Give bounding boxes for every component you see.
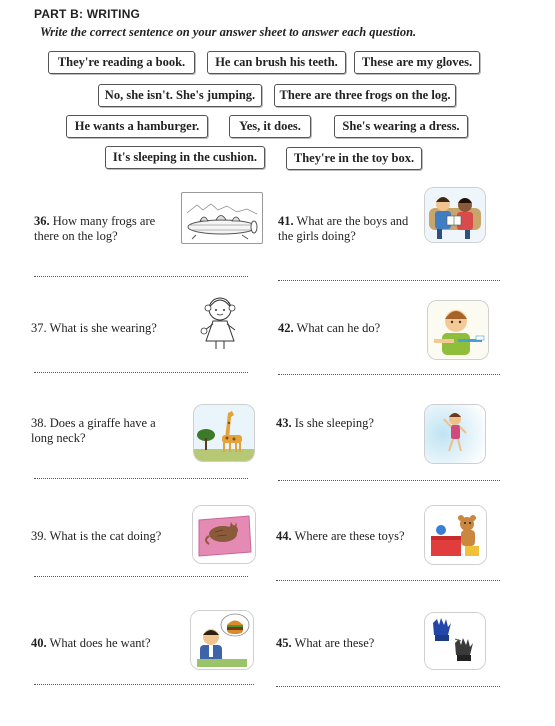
toys-in-box-icon (424, 505, 487, 565)
answer-line (278, 280, 500, 281)
answer-line (34, 276, 248, 277)
question-45 (276, 636, 416, 651)
question-42 (278, 321, 418, 336)
answer-option-box: She's wearing a dress. (334, 115, 468, 138)
answer-option-box: There are three frogs on the log. (274, 84, 456, 107)
question-40 (31, 636, 181, 651)
girl-in-dress-icon (195, 294, 245, 352)
question-37 (31, 321, 181, 336)
answer-option-box: Yes, it does. (229, 115, 311, 138)
answer-line (34, 684, 254, 685)
instruction-text: Write the correct sentence on your answer sheet to answer each question. (40, 25, 417, 39)
question-text: What does he want? (49, 636, 151, 650)
question-text: What is she wearing? (49, 321, 157, 335)
answer-option-box: No, she isn't. She's jumping. (98, 84, 262, 107)
question-number: 45. (276, 636, 292, 650)
question-number: 44. (276, 529, 292, 543)
question-text: Is she sleeping? (294, 416, 374, 430)
question-number: 41. (278, 214, 294, 228)
question-38 (31, 416, 171, 446)
question-44 (276, 529, 421, 544)
answer-line (276, 686, 500, 687)
boy-brushing-teeth-icon (427, 300, 489, 360)
question-text: What is the cat doing? (49, 529, 162, 543)
question-number: 39. (31, 529, 47, 543)
answer-option-box: It's sleeping in the cushion. (105, 146, 265, 169)
question-text: What are these? (294, 636, 375, 650)
answer-option-box: He can brush his teeth. (207, 51, 346, 74)
question-43 (276, 416, 416, 431)
question-number: 37. (31, 321, 47, 335)
answer-option-box: They're reading a book. (48, 51, 195, 74)
question-39 (31, 529, 181, 544)
man-wants-hamburger-icon (190, 610, 254, 670)
question-text: What are the boys and the girls doing? (278, 214, 409, 243)
frogs-on-log-icon (181, 192, 263, 244)
gloves-icon (424, 612, 486, 670)
question-36 (34, 214, 159, 244)
answer-line (276, 580, 500, 581)
question-number: 38. (31, 416, 47, 430)
question-number: 42. (278, 321, 294, 335)
question-text: How many frogs are there on the log? (34, 214, 156, 243)
giraffe-icon (193, 404, 255, 462)
answer-line (278, 480, 500, 481)
answer-line (278, 374, 500, 375)
answer-line (34, 576, 248, 577)
question-text: Does a giraffe have a long neck? (31, 416, 156, 445)
question-number: 43. (276, 416, 292, 430)
girl-jumping-icon (424, 404, 486, 464)
question-text: What can he do? (296, 321, 381, 335)
answer-option-box: These are my gloves. (354, 51, 480, 74)
part-title: PART B: WRITING (34, 7, 141, 21)
question-text: Where are these toys? (294, 529, 405, 543)
answer-line (34, 478, 248, 479)
question-number: 40. (31, 636, 47, 650)
answer-line (34, 372, 248, 373)
cat-on-cushion-icon (192, 505, 256, 564)
children-reading-icon (424, 187, 486, 243)
question-41 (278, 214, 423, 244)
answer-option-box: He wants a hamburger. (66, 115, 208, 138)
question-number: 36. (34, 214, 50, 228)
answer-option-box: They're in the toy box. (286, 147, 422, 170)
